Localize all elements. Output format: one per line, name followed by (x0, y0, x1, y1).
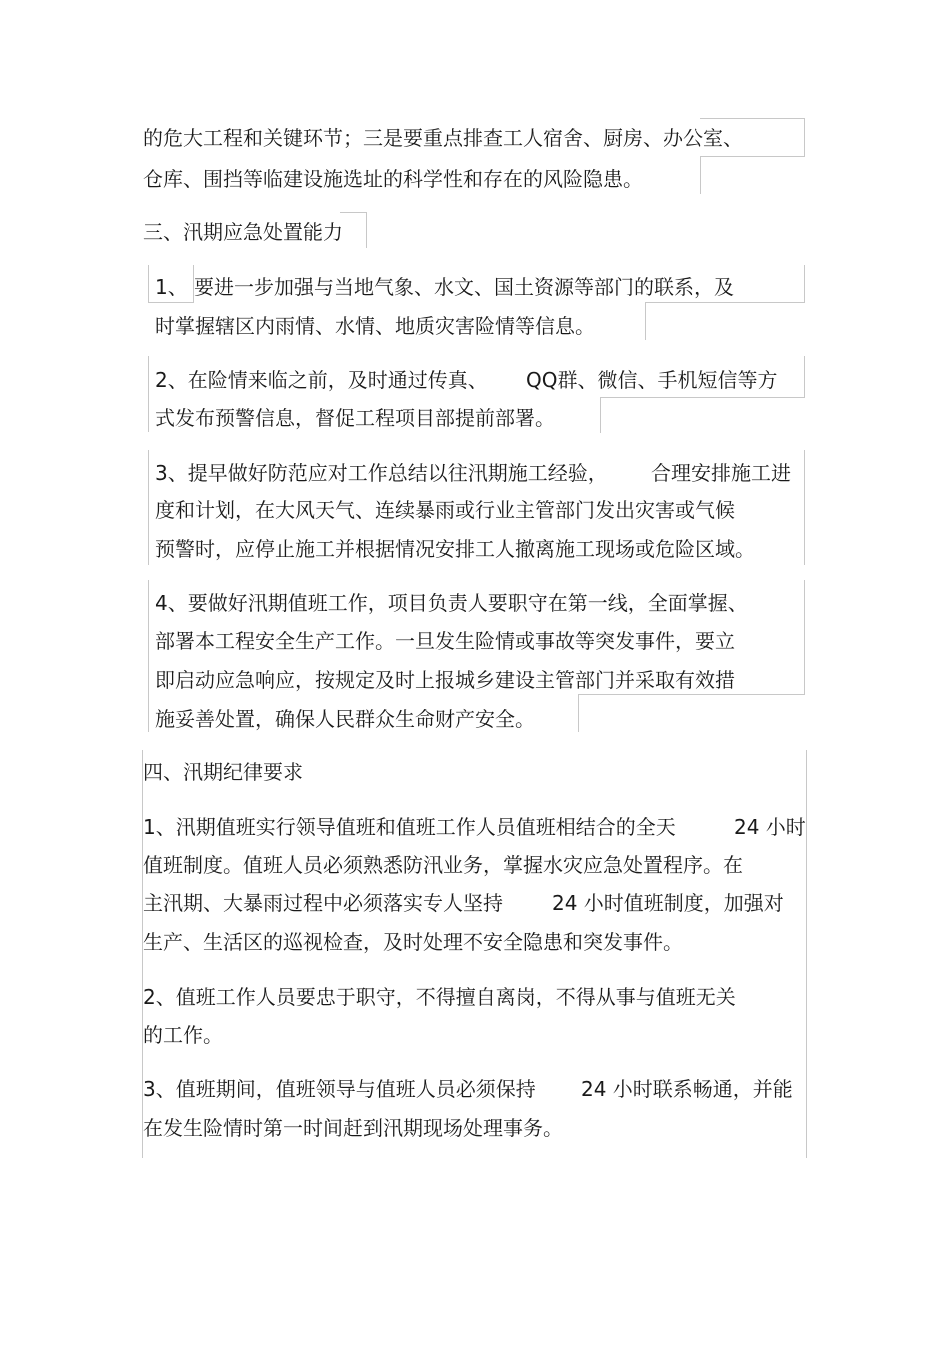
border-line (148, 580, 149, 732)
paragraph-line: 2、值班工作人员要忠于职守，不得擅自离岗，不得从事与值班无关 (143, 985, 736, 1009)
border-line (148, 450, 149, 565)
paragraph-line: 1、汛期值班实行领导值班和值班工作人员值班相结合的全天 (143, 815, 676, 839)
border-line (700, 156, 805, 157)
border-line (600, 397, 805, 398)
paragraph-line: 的工作。 (143, 1023, 223, 1047)
paragraph-line: 预警时，应停止施工并根据情况安排工人撤离施工现场或危险区域。 (155, 537, 755, 561)
border-line (600, 397, 601, 433)
border-line (578, 694, 805, 695)
paragraph-line: 在发生险情时第一时间赶到汛期现场处理事务。 (143, 1116, 563, 1140)
border-line (806, 750, 807, 1158)
paragraph-line: 24 小时值班制度，加强对 (552, 891, 784, 915)
paragraph-line: QQ群、微信、手机短信等方 (526, 368, 778, 392)
border-line (804, 118, 805, 156)
list-item-number: 1、 (155, 275, 188, 299)
paragraph-line: 4、要做好汛期值班工作，项目负责人要职守在第一线，全面掌握、 (155, 591, 748, 615)
paragraph-line: 3、提早做好防范应对工作总结以往汛期施工经验， (155, 461, 608, 485)
border-line (148, 265, 149, 303)
paragraph-line: 主汛期、大暴雨过程中必须落实专人坚持 (143, 891, 503, 915)
paragraph-line: 生产、生活区的巡视检查，及时处理不安全隐患和突发事件。 (143, 930, 683, 954)
border-line (804, 580, 805, 695)
paragraph-line: 时掌握辖区内雨情、水情、地质灾害险情等信息。 (155, 314, 595, 338)
border-line (804, 356, 805, 398)
border-line (148, 356, 149, 432)
paragraph-line: 24 小时联系畅通，并能 (581, 1077, 793, 1101)
paragraph-line: 式发布预警信息，督促工程项目部提前部署。 (155, 406, 555, 430)
border-line (578, 694, 579, 732)
border-line (366, 212, 367, 248)
paragraph-line: 的危大工程和关键环节；三是要重点排查工人宿舍、厨房、办公室、 (143, 126, 743, 150)
paragraph-line: 仓库、围挡等临建设施选址的科学性和存在的风险隐患。 (143, 167, 643, 191)
border-line (804, 450, 805, 565)
border-line (645, 302, 805, 303)
border-line (340, 212, 367, 213)
section-heading: 三、汛期应急处置能力 (143, 220, 343, 244)
paragraph-line: 度和计划，在大风天气、连续暴雨或行业主管部门发出灾害或气候 (155, 498, 735, 522)
border-line (700, 156, 701, 194)
paragraph-line: 施妥善处置，确保人民群众生命财产安全。 (155, 707, 535, 731)
paragraph-line: 部署本工程安全生产工作。一旦发生险情或事故等突发事件，要立 (155, 629, 735, 653)
paragraph-line: 值班制度。值班人员必须熟悉防汛业务，掌握水灾应急处置程序。在 (143, 853, 743, 877)
paragraph-line: 3、值班期间，值班领导与值班人员必须保持 (143, 1077, 536, 1101)
paragraph-line: 即启动应急响应，按规定及时上报城乡建设主管部门并采取有效措 (155, 668, 735, 692)
section-heading: 四、汛期纪律要求 (143, 760, 303, 784)
border-line (700, 118, 805, 119)
border-line (804, 265, 805, 303)
paragraph-line: 24 小时 (734, 815, 806, 839)
paragraph-line: 要进一步加强与当地气象、水文、国土资源等部门的联系，及 (194, 275, 734, 299)
paragraph-line: 合理安排施工进 (651, 461, 791, 485)
border-line (148, 302, 194, 303)
paragraph-line: 2、在险情来临之前，及时通过传真、 (155, 368, 488, 392)
border-line (645, 302, 646, 340)
